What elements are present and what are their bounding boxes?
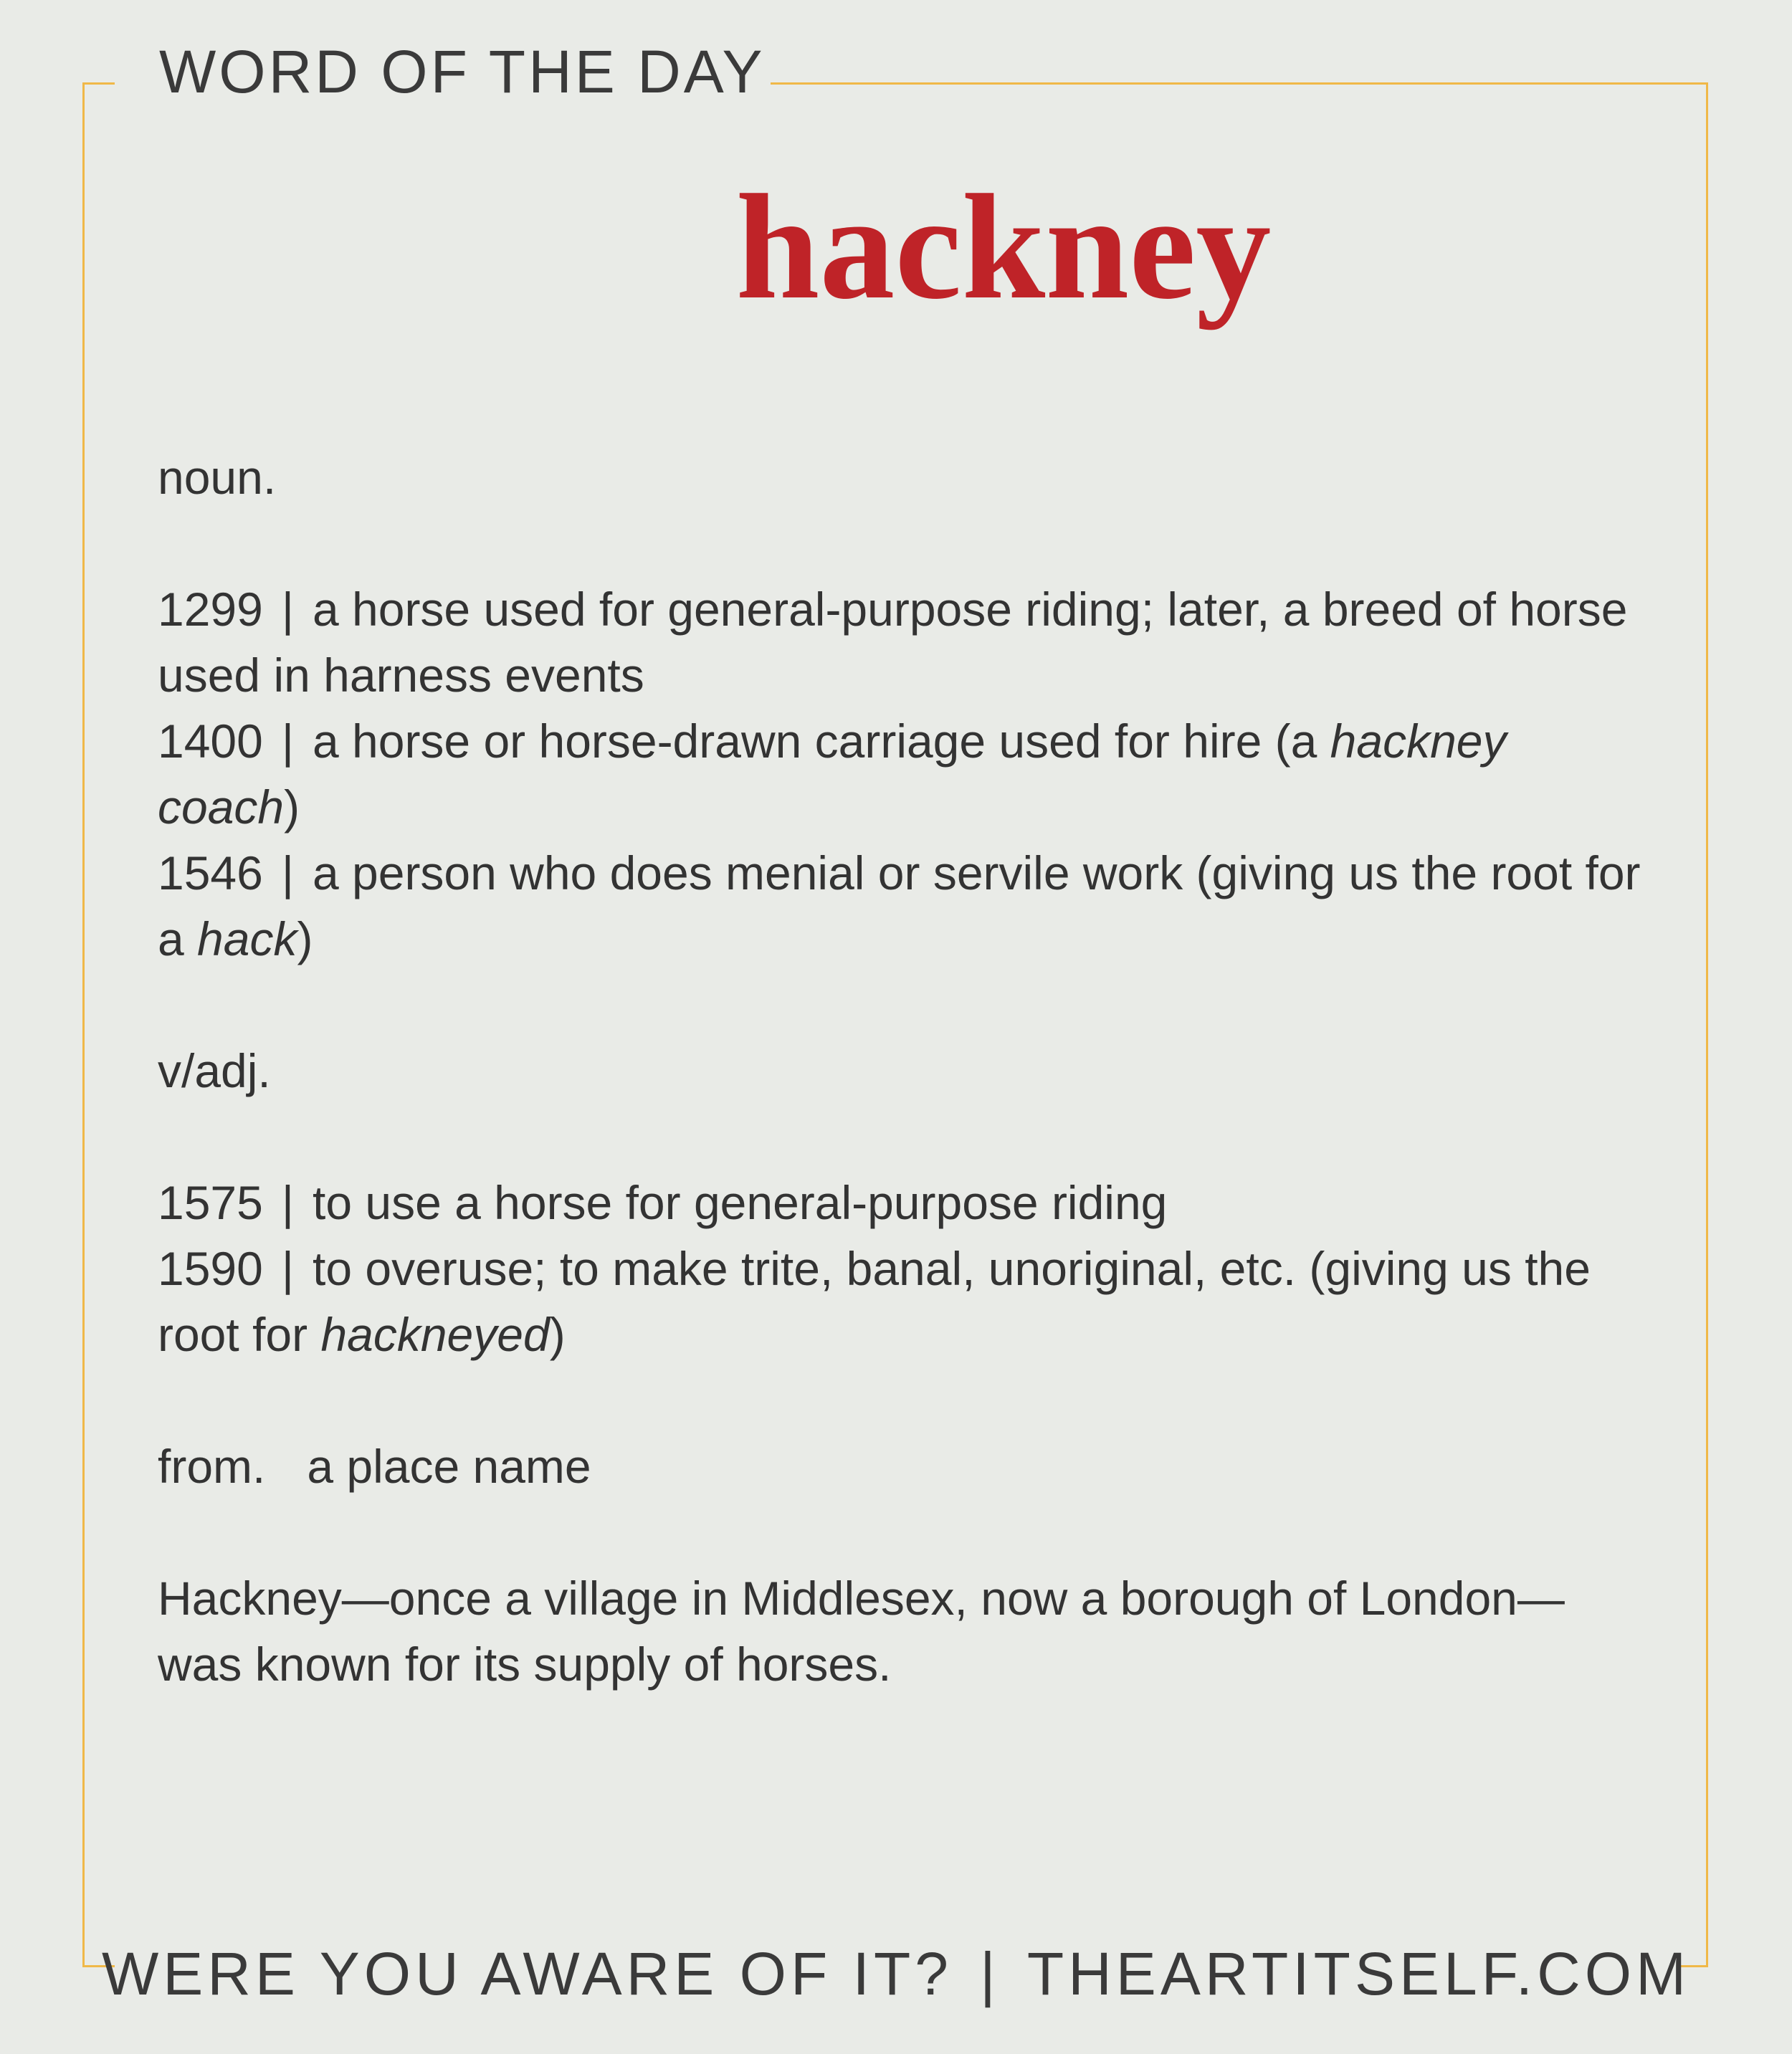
entry-italic: hack [197, 912, 297, 965]
origin-label: from. [158, 1440, 266, 1493]
entry-separator: | [281, 715, 294, 768]
entry-italic: hackney coach [158, 715, 1507, 833]
entry-separator: | [281, 1242, 294, 1295]
pos-label-noun: noun. [158, 451, 277, 504]
etymology-note: Hackney—once a village in Middlesex, now a borough of London—was known for its supply of horses. [158, 1572, 1565, 1691]
origin-value: a place name [307, 1440, 591, 1493]
featured-word [0, 164, 1792, 330]
entry-separator: | [281, 846, 294, 899]
entry-year: 1590 [158, 1242, 263, 1295]
entry-separator: | [281, 583, 294, 636]
entry-text: a horse used for general-purpose riding; later, a breed of horse used in harness events [158, 583, 1628, 702]
footer-site-link[interactable]: THEARTITSELF.COM [1026, 1940, 1691, 2007]
entry-text-end: ) [297, 912, 313, 965]
footer [0, 1940, 1792, 2007]
entry-text: to overuse; to make trite, banal, unoriginal, etc. (giving us the root for [158, 1242, 1591, 1361]
pos-label-verb: v/adj. [158, 1044, 271, 1097]
definition-entry [158, 1170, 1649, 1236]
entry-year: 1299 [158, 583, 263, 636]
definition-entry [158, 840, 1649, 972]
entry-separator: | [281, 1176, 294, 1229]
definition-entry [158, 1236, 1649, 1367]
entry-year: 1575 [158, 1176, 263, 1229]
header-title: WORD OF THE DAY [159, 38, 766, 105]
entry-year: 1400 [158, 715, 263, 768]
definition-entry [158, 708, 1649, 840]
definition-entry [158, 576, 1649, 708]
origin-line [158, 1433, 1649, 1499]
definition-body [158, 444, 1649, 1697]
entry-text: a person who does menial or servile work (giving us the root for a [158, 846, 1641, 965]
entry-text-end: ) [549, 1308, 566, 1361]
entry-text: a horse or horse-drawn carriage used for hire (a [312, 715, 1330, 768]
footer-question: WERE YOU AWARE OF IT? [101, 1940, 953, 2007]
featured-word-text: hackney [735, 164, 1272, 330]
entry-year: 1546 [158, 846, 263, 899]
entry-text-end: ) [284, 780, 300, 833]
footer-separator: | [980, 1940, 1000, 2007]
entry-italic: hackneyed [320, 1308, 550, 1361]
entry-text: to use a horse for general-purpose riding [312, 1176, 1168, 1229]
